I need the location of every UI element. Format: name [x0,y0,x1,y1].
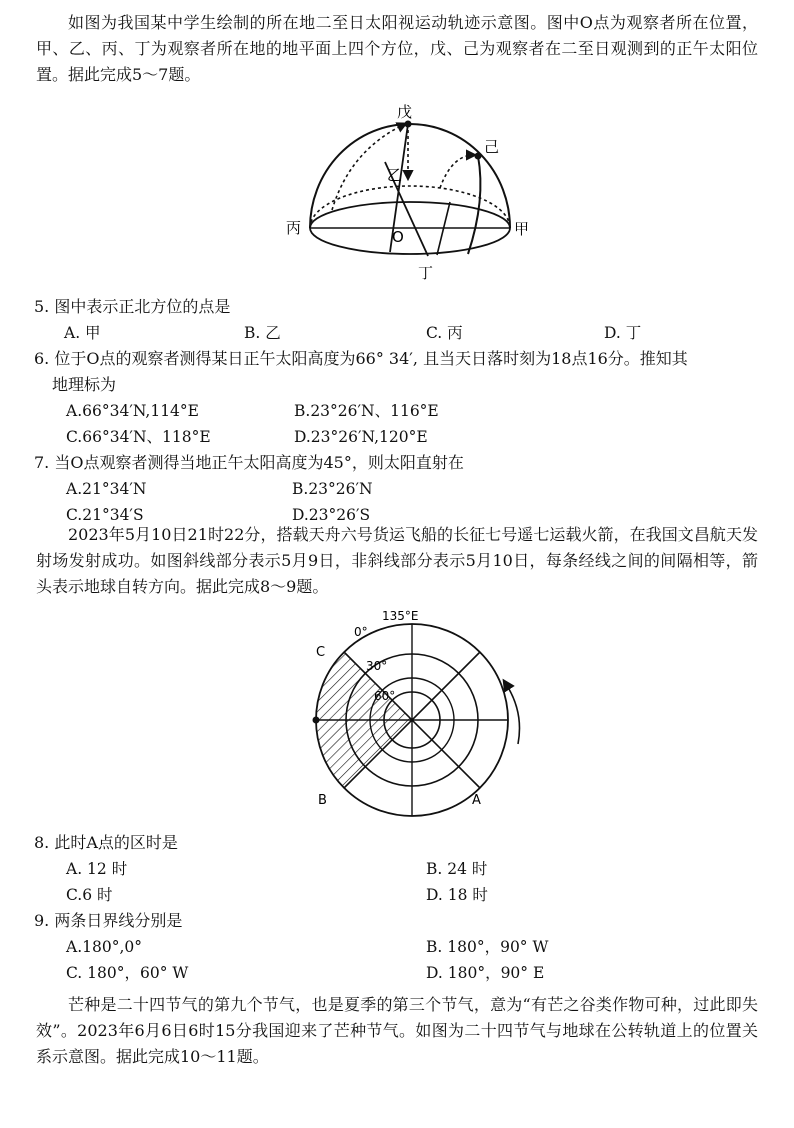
sun-point-wu [405,121,412,128]
q8-option-a: A. 12 时 [66,860,128,878]
label-60deg: 60° [374,689,396,703]
q8-option-d: D. 18 时 [426,886,488,904]
q5-option-a: A. 甲 [64,324,101,342]
q6-option-d: D.23°26′N,120°E [294,428,428,446]
question-9-stem: 9. 两条日界线分别是 [34,911,183,930]
marker-dot [313,717,320,724]
q8-option-b: B. 24 时 [426,860,488,878]
label-135e: 135°E [382,609,419,623]
q6-option-b: B.23°26′N、116°E [294,402,439,420]
q9-option-c: C. 180°，60° W [66,964,189,982]
label-0deg: 0° [354,625,368,639]
q7-option-c: C.21°34′S [66,506,144,524]
q6-option-a: A.66°34′N,114°E [66,402,199,420]
label-wu: 戊 [397,103,413,121]
label-c: C [316,645,326,660]
label-a: A [472,793,481,808]
label-30deg: 30° [366,659,388,673]
q6-option-c: C.66°34′N、118°E [66,428,211,446]
q9-option-a: A.180°,0° [66,938,142,956]
question-8-stem: 8. 此时A点的区时是 [34,833,178,852]
q5-option-b: B. 乙 [244,324,281,342]
q8-option-c: C.6 时 [66,886,113,904]
question-6-stem-line2: 地理标为 [52,375,117,394]
sun-point-ji [475,153,482,160]
intro-paragraph-2: 2023年5月10日21时22分，搭载天舟六号货运飞船的长征七号遥七运载火箭，在我国文昌航天发射场发射成功。如图斜线部分表示5月9日，非斜线部分表示5月10日，每条经线之间的间隔相等，箭头表示地球自转方向。据此完成8～9题。 [36,525,758,596]
intro-paragraph-3: 芒种是二十四节气的第九个节气，也是夏季的第三个节气，意为“有芒之谷类作物可种，过此即失效”。2023年6月6日6时15分我国迎来了芒种节气。如图为二十四节气与地球在公转轨道上的位置关系示意图。据此完成10～11题。 [36,995,758,1066]
label-o: O [392,228,404,246]
q9-option-d: D. 180°，90° E [426,964,545,982]
q7-option-a: A.21°34′N [66,480,147,498]
q9-option-b: B. 180°，90° W [426,938,549,956]
sun-path-diagram [280,100,530,290]
q5-option-d: D. 丁 [604,324,642,342]
label-bing: 丙 [286,219,302,237]
label-ji: 己 [484,138,500,156]
label-ding: 丁 [418,264,434,282]
intro-paragraph-1: 如图为我国某中学生绘制的所在地二至日太阳视运动轨迹示意图。图中O点为观察者所在位置，甲、乙、丙、丁为观察者所在地的地平面上四个方位，戊、己为观察者在二至日观测到的正午太阳位置。据此完成5～7题。 [36,13,758,84]
question-5-stem: 5. 图中表示正北方位的点是 [34,297,231,316]
label-b: B [318,793,327,808]
q7-option-b: B.23°26′N [292,480,373,498]
label-yi: 乙 [387,166,403,184]
question-7-stem: 7. 当O点观察者测得当地正午太阳高度为45°，则太阳直射在 [34,453,464,472]
question-6-stem-line1: 6. 位于O点的观察者测得某日正午太阳高度为66° 34′, 且当天日落时刻为18点16分。推知其 [34,349,688,368]
label-jia: 甲 [514,220,530,238]
q7-option-d: D.23°26′S [292,506,371,524]
q5-option-c: C. 丙 [426,324,463,342]
polar-date-diagram [286,604,526,834]
